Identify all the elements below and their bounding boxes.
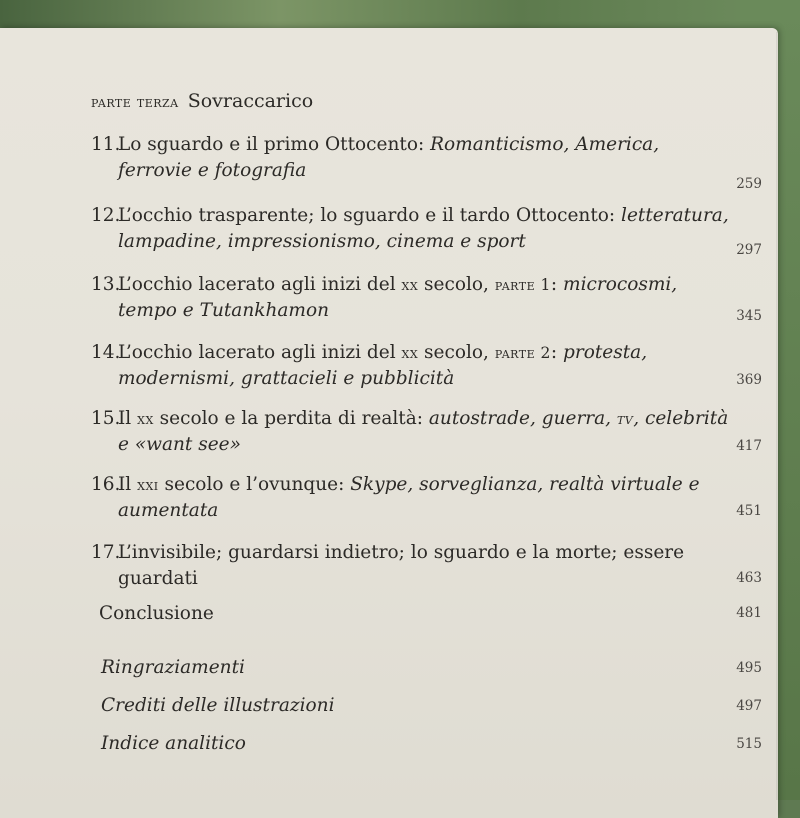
chapter-number: 15. [91,408,121,429]
chapter-title-line-1: L’occhio lacerato agli inizi del xx secolo, parte 1: microcosmi, [118,274,678,295]
page-number: 451 [736,503,762,519]
chapter-title-line-1: L’invisibile; guardarsi indietro; lo sguardo e la morte; essere [118,542,685,563]
chapter-title-line-2: e «want see» [118,434,241,455]
chapter-number: 16. [91,474,121,495]
chapter-title-line-2: guardati [118,568,198,589]
part-heading [91,90,313,112]
page-number: 463 [736,570,762,586]
chapter-number: 12. [91,205,121,226]
chapter-number: 11. [91,134,121,155]
chapter-title-line-2: modernismi, grattacieli e pubblicità [118,368,455,389]
chapter-title-line-1: L’occhio trasparente; lo sguardo e il tardo Ottocento: letteratura, [118,205,729,226]
chapter-number: 17. [91,542,121,563]
chapter-number: 14. [91,342,121,363]
chapter-title-line-2: aumentata [118,500,219,521]
page-number: 259 [736,176,762,192]
page-number: 495 [736,660,762,676]
chapter-title-line-2: tempo e Tutankhamon [118,300,329,321]
page-number: 369 [736,372,762,388]
chapter-title-line-2: lampadine, impressionismo, cinema e sport [118,231,526,252]
chapter-title-line-1: Il xx secolo e la perdita di realtà: autostrade, guerra, tv, celebrità [118,408,729,429]
page-number: 345 [736,308,762,324]
page-number: 481 [736,605,762,621]
part-label: parte terza [91,92,179,111]
page-number: 497 [736,698,762,714]
page-number: 417 [736,438,762,454]
toc-entry-ringraziamenti[interactable]: Ringraziamenti [101,657,245,678]
chapter-number: 13. [91,274,121,295]
toc-entry-indice[interactable]: Indice analitico [101,733,246,754]
conclusion-label: Conclusione [99,603,214,624]
page-number: 515 [736,736,762,752]
chapter-title-line-1: Il xxi secolo e l’ovunque: Skype, sorveglianza, realtà virtuale e [118,474,700,495]
chapter-title-line-1: Lo sguardo e il primo Ottocento: Romanticismo, America, [118,134,660,155]
part-title: Sovraccarico [187,90,314,112]
page-number: 297 [736,242,762,258]
toc-entry-crediti[interactable]: Crediti delle illustrazioni [101,695,335,716]
chapter-title-line-2: ferrovie e fotografia [118,160,307,181]
page-edge-shadow [776,32,780,800]
chapter-title-line-1: L’occhio lacerato agli inizi del xx secolo, parte 2: protesta, [118,342,648,363]
